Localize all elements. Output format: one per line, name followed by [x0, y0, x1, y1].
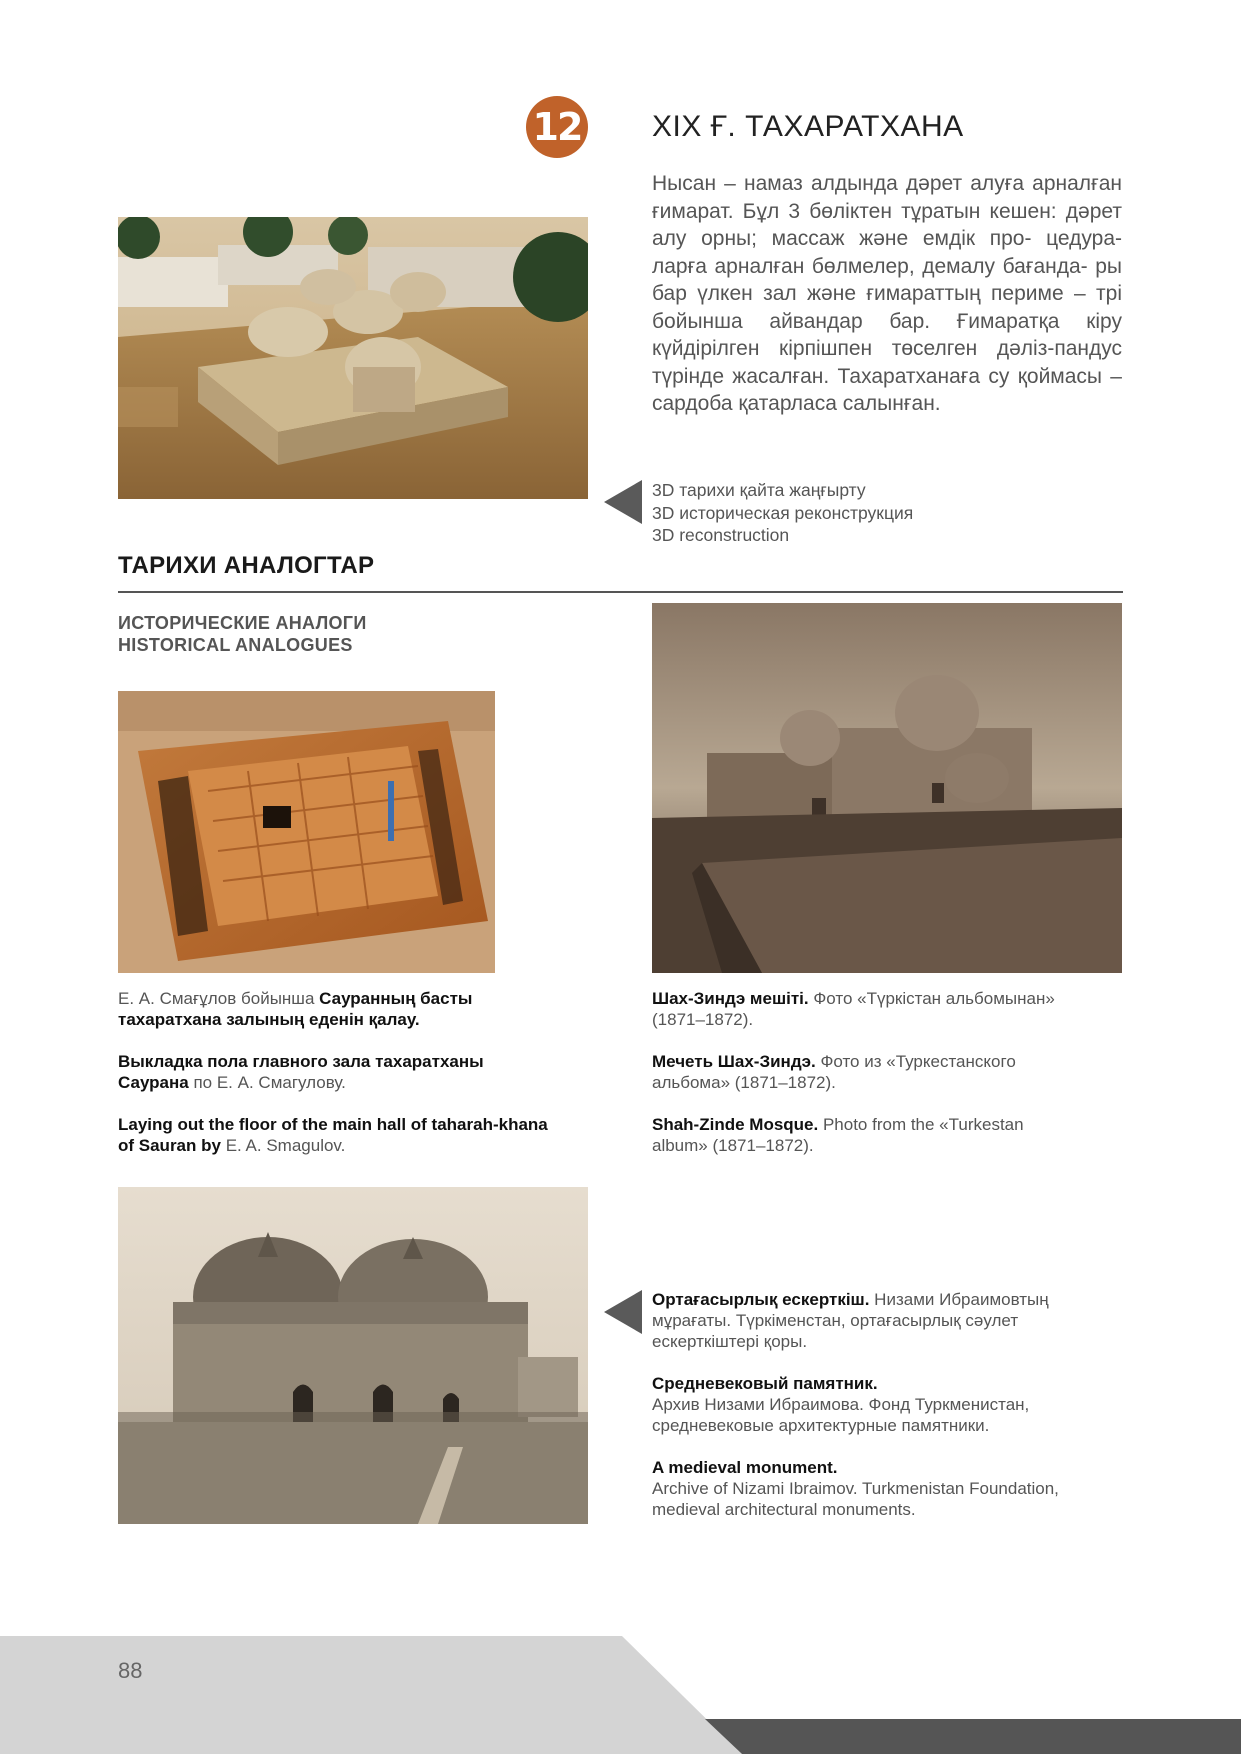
footer-decoration: [0, 1636, 1241, 1754]
caption-pointer-icon: [604, 480, 642, 524]
floor-caption-kz: Сауранның басты тахаратхана залының еденін қалау.: [118, 989, 473, 1029]
monument-caption-en: A medieval monument.: [652, 1458, 838, 1477]
caption-en: 3D reconstruction: [652, 525, 790, 545]
entry-description: [652, 170, 1122, 418]
floor-caption-ru: Выкладка пола главного зала тахаратханы Саурана: [118, 1052, 484, 1092]
floor-caption-kz-prefix: Е. А. Смағұлов бойынша: [118, 989, 320, 1008]
shah-zinde-mosque-photo: [652, 603, 1122, 973]
floor-photo-caption: [118, 988, 558, 1156]
floor-excavation-photo: [118, 691, 495, 973]
mosque-caption-kz-rest: Фото «Түркістан альбомынан» (1871–1872).: [652, 989, 1055, 1029]
floor-caption-en: Laying out the floor of the main hall of taharah-khana of Sauran by: [118, 1115, 548, 1155]
entry-number: 12: [532, 105, 582, 149]
mosque-caption-en: Shah-Zinde Mosque.: [652, 1115, 819, 1134]
mosque-caption-en-rest: Photo from the «Turkestan album» (1871–1872).: [652, 1115, 1024, 1155]
monument-caption-pointer-icon: [604, 1290, 642, 1334]
reconstruction-caption: [652, 479, 913, 547]
page-number: 88: [118, 1658, 143, 1683]
monument-caption-kz: Ортағасырлық ескерткіш.: [652, 1290, 870, 1309]
section-divider: [118, 591, 1123, 593]
analogues-subheading: [118, 612, 367, 656]
analogues-subheading-ru: ИСТОРИЧЕСКИЕ АНАЛОГИ: [118, 613, 367, 633]
analogues-subheading-en: HISTORICAL ANALOGUES: [118, 635, 353, 655]
monument-caption-kz-rest: Низами Ибраимовтың мұрағаты. Түркіменстан, ортағасырлық сәулет ескерткіштері қоры.: [652, 1290, 1049, 1351]
entry-description-text: Нысан – намаз алдында дәрет алуға арналған ғимарат. Бұл 3 бөліктен тұратын кешен: дәрет алу орны; массаж және емдік про- цедура- ларға арналған бөлмелер, демалу бағанда- ры бар үлкен зал және ғимараттың периме – трі бойынша айвандар бар. Ғимаратқа кіру күйдірілген кірпішпен төселген дәліз-пандус түрінде жасалған. Тахаратханаға су қоймасы – сардоба қатарласа салынған.: [652, 172, 1122, 415]
caption-ru: 3D историческая реконструкция: [652, 502, 914, 523]
floor-caption-en-suffix: E. A. Smagulov.: [220, 1136, 346, 1155]
mosque-caption-kz: Шах-Зиндэ мешіті.: [652, 989, 809, 1008]
monument-caption-en-rest: Archive of Nizami Ibraimov. Turkmenistan Foundation, medieval architectural monuments.: [652, 1479, 1059, 1519]
mosque-caption-ru-rest: Фото из «Туркестанского альбома» (1871–1872).: [652, 1052, 1016, 1092]
mosque-caption-ru: Мечеть Шах-Зиндэ.: [652, 1052, 816, 1071]
floor-caption-ru-suffix: по Е. А. Смагулову.: [188, 1073, 346, 1092]
analogues-heading: ТАРИХИ АНАЛОГТАР: [118, 552, 375, 579]
reconstruction-image: [118, 217, 588, 499]
entry-number-badge: [526, 96, 588, 158]
medieval-monument-photo: [118, 1187, 588, 1524]
mosque-photo-caption: [652, 988, 1082, 1156]
monument-photo-caption: [652, 1289, 1112, 1520]
caption-kz: 3D тарихи қайта жаңғырту: [652, 480, 866, 500]
monument-caption-ru-rest: Архив Низами Ибраимова. Фонд Туркменистан, средневековые архитектурные памятники.: [652, 1395, 1030, 1435]
entry-title: XIX Ғ. ТАХАРАТХАНА: [652, 110, 964, 143]
monument-caption-ru: Средневековый памятник.: [652, 1374, 878, 1393]
